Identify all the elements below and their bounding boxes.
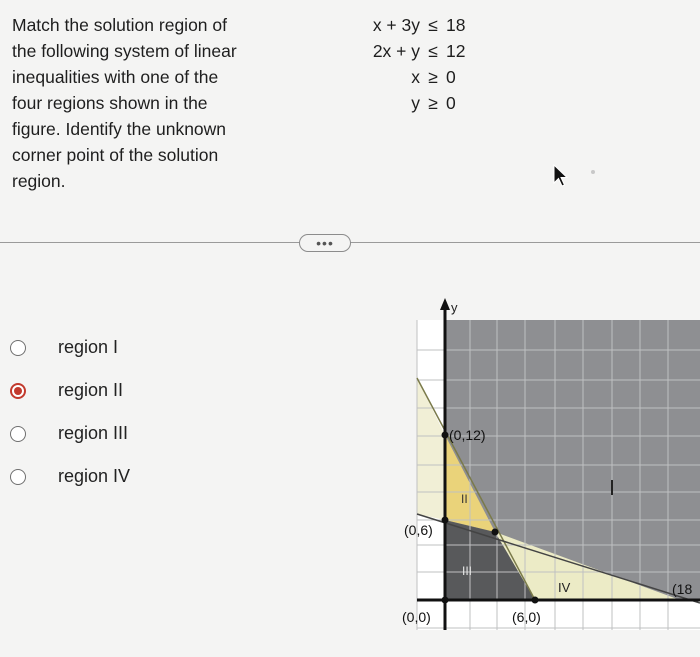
point-0-0: [442, 597, 449, 604]
y-axis-label: y: [451, 300, 458, 315]
inequality-operator: ≥: [428, 93, 438, 113]
option-label: region III: [58, 423, 129, 443]
point-0-6: [442, 517, 449, 524]
inequality-lhs: x + 3y: [372, 15, 420, 35]
label-6-0: (6,0): [512, 609, 541, 625]
y-axis-arrow-icon: [440, 298, 450, 310]
inequality-rhs: 0: [446, 67, 456, 87]
point-0-12: [442, 432, 449, 439]
prompt-line: four regions shown in the: [12, 93, 208, 113]
option-label: region I: [58, 337, 119, 357]
point-unknown: [492, 529, 499, 536]
inequality-operator: ≤: [428, 15, 438, 35]
option-label: region IV: [58, 466, 131, 486]
more-button[interactable]: •••: [299, 234, 351, 252]
inequality-rhs: 0: [446, 93, 456, 113]
label-18-0: (18: [672, 581, 693, 597]
inequality-rhs: 12: [446, 41, 466, 61]
prompt-line: inequalities with one of the: [12, 67, 219, 87]
region-label-IV: IV: [558, 580, 571, 595]
label-0-12: (0,12): [449, 427, 486, 443]
prompt-line: Match the solution region of: [12, 15, 227, 35]
inequality-lhs: y: [411, 93, 420, 113]
prompt-line: figure. Identify the unknown: [12, 119, 227, 139]
point-6-0: [532, 597, 539, 604]
region-label-II: II: [461, 492, 468, 506]
option-label: region II: [58, 380, 124, 400]
inequality-lhs: x: [411, 67, 420, 87]
label-0-6: (0,6): [404, 522, 433, 538]
inequality-operator: ≥: [428, 67, 438, 87]
inequality-rhs: 18: [446, 15, 466, 35]
prompt-line: corner point of the solution: [12, 145, 219, 165]
prompt-line: the following system of linear: [12, 41, 237, 61]
prompt-line: region.: [12, 171, 66, 191]
inequality-lhs: 2x + y: [372, 41, 420, 61]
label-0-0: (0,0): [402, 609, 431, 625]
inequality-operator: ≤: [428, 41, 438, 61]
region-label-III: III: [462, 564, 473, 578]
